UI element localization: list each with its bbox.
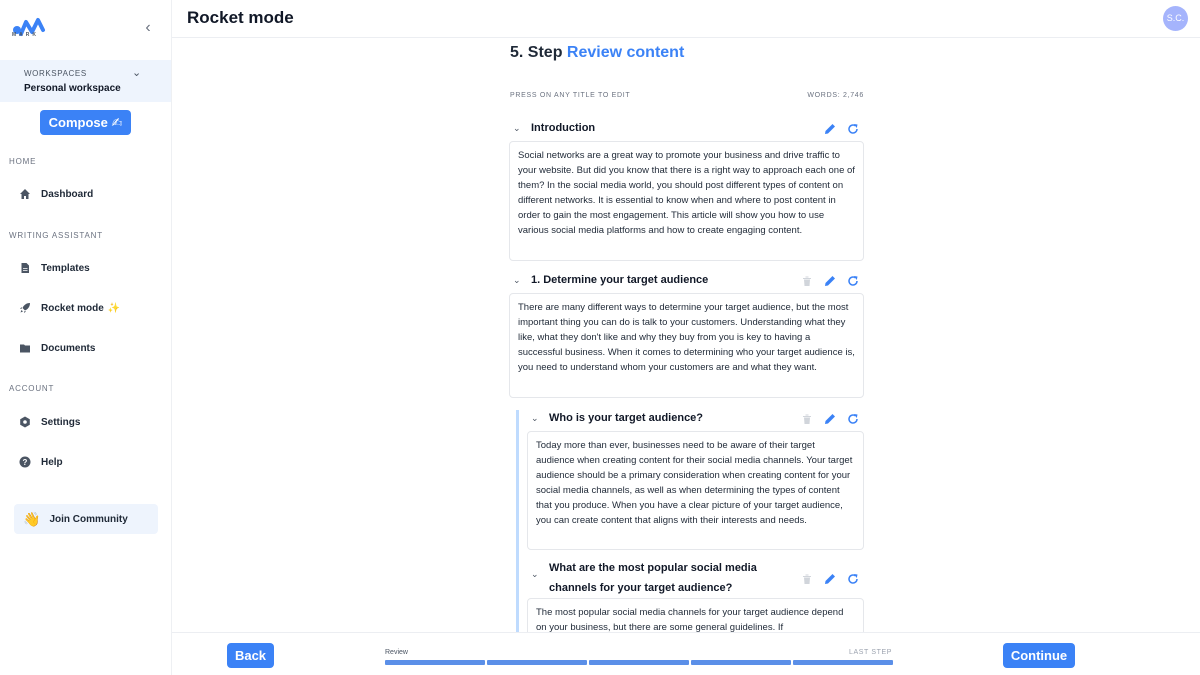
- section-label-home: HOME: [9, 157, 37, 166]
- progress-current-label: Review: [385, 649, 408, 656]
- home-icon: [18, 187, 32, 201]
- footer-bar: [172, 632, 1200, 675]
- workspace-label: WORKSPACES: [24, 69, 87, 78]
- word-count: WORDS: 2,746: [807, 92, 864, 99]
- continue-button[interactable]: Continue: [1003, 643, 1075, 668]
- step-name: Review content: [566, 44, 685, 61]
- progress-segment: [589, 660, 689, 665]
- svg-text:?: ?: [22, 458, 28, 467]
- section-header: [513, 118, 595, 138]
- top-header: [172, 0, 1200, 38]
- folder-icon: [18, 341, 32, 355]
- edit-hint: PRESS ON ANY TITLE TO EDIT: [510, 92, 631, 99]
- regenerate-icon[interactable]: [846, 274, 859, 287]
- section-body[interactable]: There are many different ways to determine your target audience, but the most important thing you can do is talk to your customers. Understanding what they like, what they don't like and why they buy from you is key to having a successful business. When it comes to determining who your target audience is, you need to understand whom your customers are and what they want.: [509, 293, 864, 398]
- regenerate-icon[interactable]: [846, 412, 859, 425]
- sidebar-item-label: Dashboard: [41, 188, 94, 200]
- chevron-down-icon[interactable]: ⌄: [513, 122, 521, 133]
- page-title: Rocket mode: [187, 8, 294, 27]
- section-title[interactable]: Who is your target audience?: [549, 412, 704, 424]
- chevron-left-icon: ‹: [145, 19, 151, 36]
- sidebar-item-label: Templates: [41, 262, 90, 274]
- section-title[interactable]: What are the most popular social media channels for your target audience?: [549, 562, 757, 594]
- chevron-down-icon: ⌄: [132, 67, 142, 79]
- edit-icon[interactable]: [823, 274, 836, 287]
- trash-icon[interactable]: [800, 412, 813, 425]
- section-body[interactable]: Social networks are a great way to promote your business and drive traffic to your website. But did you know that there is a right way to approach each one of them? In the social media world, you should post different types of content on different networks. It is essential to know when and where to post content in order to gain the most engagement. This article will show you how to use various social media platforms and how to create engaging content.: [509, 141, 864, 261]
- sidebar-item-settings[interactable]: [18, 412, 80, 432]
- step-heading: [510, 44, 684, 62]
- section-header: [531, 558, 781, 598]
- section-actions: [800, 412, 859, 425]
- section-body[interactable]: Today more than ever, businesses need to be aware of their target audience when creating content for their social media channels. Your target audience should be a primary consideration when creating content for your social media channels, as well as when determining the types of content that you produce. When you have a clear picture of your target audience, you can create content that aligns with their interests and needs.: [527, 431, 864, 550]
- sidebar-item-label: Rocket mode: [41, 302, 104, 314]
- join-community-label: Join Community: [49, 513, 128, 525]
- section-label-writing-assistant: WRITING ASSISTANT: [9, 231, 103, 240]
- edit-icon[interactable]: [823, 412, 836, 425]
- trash-icon[interactable]: [800, 572, 813, 585]
- progress-segment: [691, 660, 791, 665]
- chevron-down-icon[interactable]: ⌄: [531, 412, 539, 423]
- section-header: [513, 270, 708, 290]
- join-community-button[interactable]: [14, 504, 158, 534]
- section-title[interactable]: 1. Determine your target audience: [531, 274, 709, 286]
- trash-icon[interactable]: [800, 274, 813, 287]
- section-title[interactable]: Introduction: [531, 122, 596, 134]
- content-area: [509, 38, 865, 632]
- rocket-icon: [18, 301, 32, 315]
- sidebar-item-dashboard[interactable]: [18, 184, 93, 204]
- edit-icon[interactable]: [823, 122, 836, 135]
- avatar[interactable]: S.C.: [1163, 6, 1188, 31]
- compose-button[interactable]: Compose ✍: [40, 110, 131, 135]
- workspace-name: Personal workspace: [24, 83, 121, 94]
- help-icon: [18, 455, 32, 469]
- edit-icon[interactable]: [823, 572, 836, 585]
- chevron-down-icon[interactable]: ⌄: [513, 274, 521, 285]
- sidebar-item-templates[interactable]: [18, 258, 90, 278]
- collapse-sidebar-button[interactable]: [140, 18, 156, 38]
- progress-segment: [385, 660, 485, 665]
- sidebar-item-documents[interactable]: [18, 338, 95, 358]
- step-number: 5. Step: [510, 44, 563, 61]
- section-actions: [800, 274, 859, 287]
- regenerate-icon[interactable]: [846, 122, 859, 135]
- gear-icon: [18, 415, 32, 429]
- sparkle-icon: ✨: [107, 302, 121, 314]
- section-header: [531, 408, 703, 428]
- sidebar-item-label: Help: [41, 456, 63, 468]
- sidebar-item-rocket-mode[interactable]: [18, 298, 120, 318]
- waving-hand-icon: 👋: [23, 510, 41, 527]
- document-icon: [18, 261, 32, 275]
- chevron-down-icon[interactable]: ⌄: [531, 569, 539, 579]
- sidebar-item-label: Documents: [41, 342, 96, 354]
- subsection-indent-bar: [516, 410, 519, 632]
- sidebar-item-help[interactable]: [18, 452, 63, 472]
- section-actions: [823, 122, 859, 135]
- section-label-account: ACCOUNT: [9, 384, 55, 393]
- sidebar-item-label: Settings: [41, 416, 81, 428]
- progress-segment: [793, 660, 893, 665]
- regenerate-icon[interactable]: [846, 572, 859, 585]
- section-body[interactable]: The most popular social media channels for your target audience depend on your business, but there are some general guidelines. If: [527, 598, 864, 632]
- workspace-selector[interactable]: [0, 60, 171, 102]
- logo-wordmark: MARK: [12, 32, 39, 38]
- progress-last-label: LAST STEP: [849, 649, 893, 656]
- section-actions: [800, 572, 859, 585]
- progress-segment: [487, 660, 587, 665]
- sidebar: [0, 0, 172, 675]
- step-progress-bar: [385, 660, 893, 665]
- back-button[interactable]: Back: [227, 643, 274, 668]
